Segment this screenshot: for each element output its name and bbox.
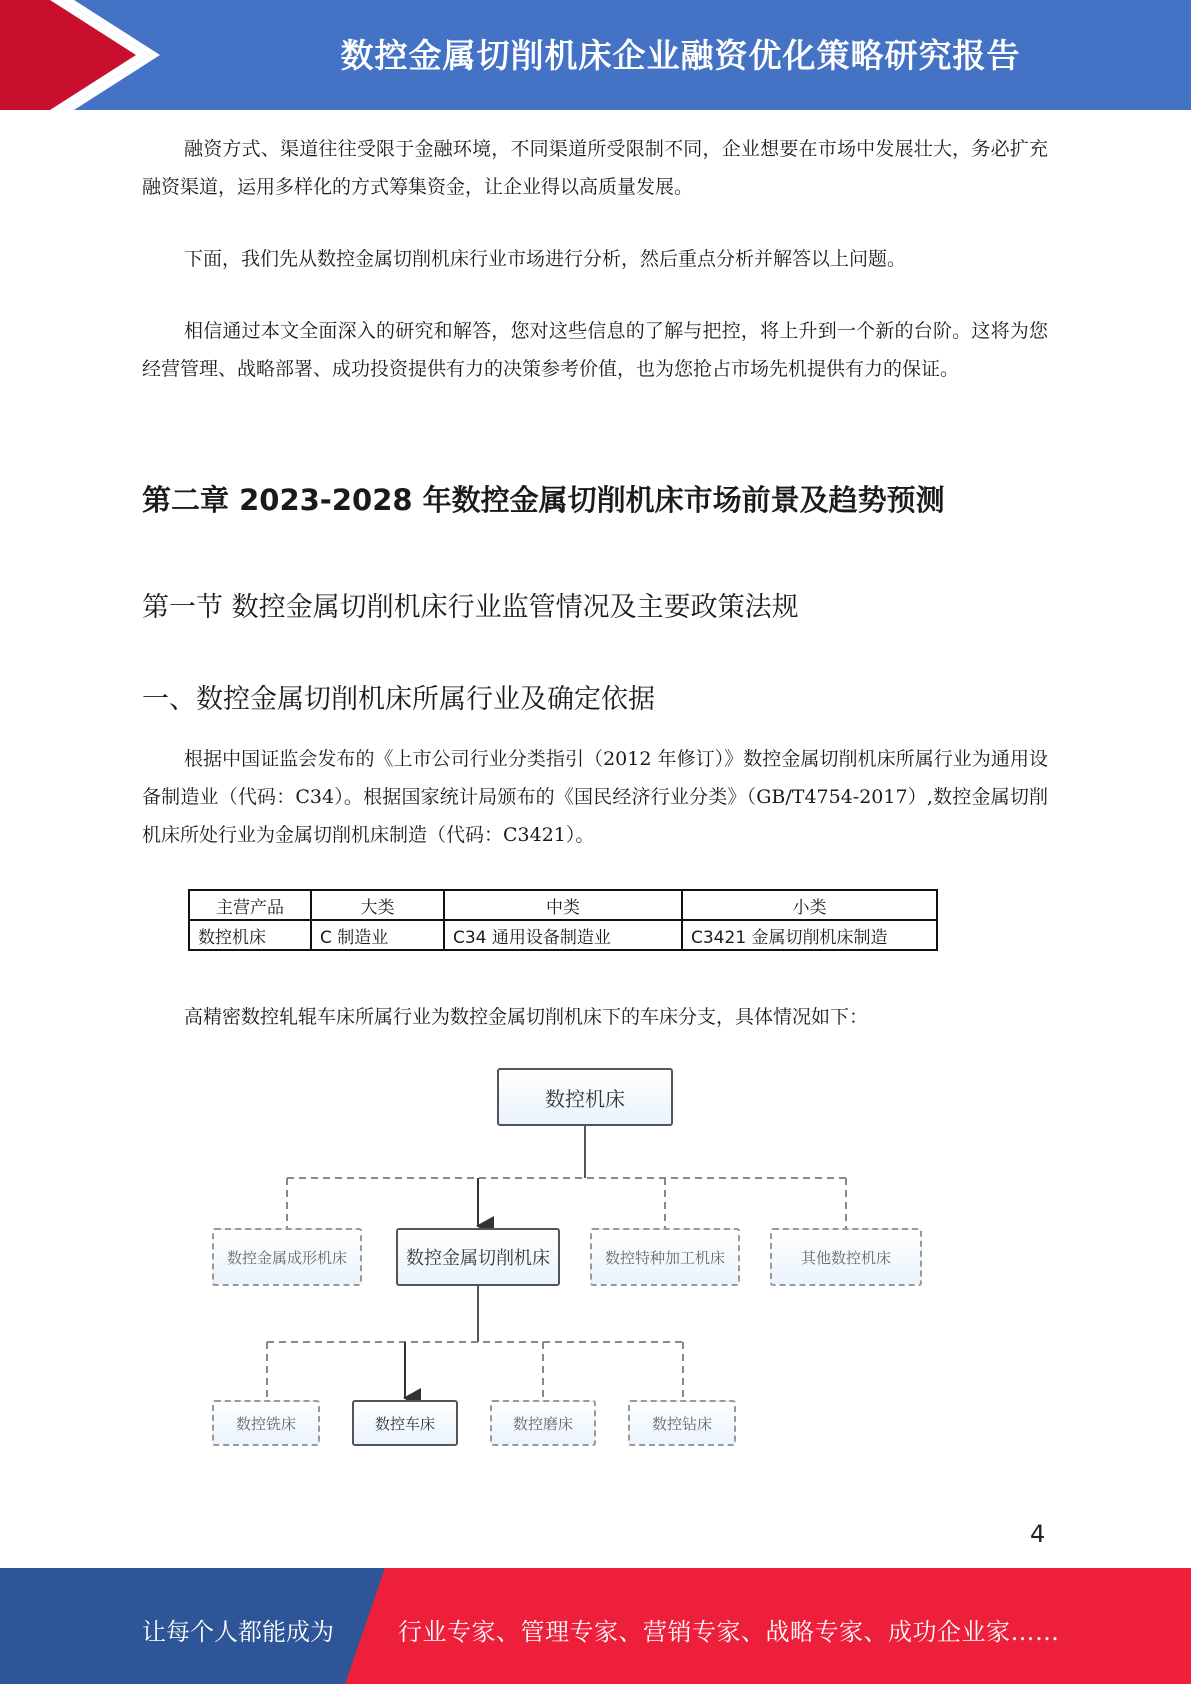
table-row [189, 920, 937, 950]
basis-text [142, 740, 1048, 854]
subsection-heading: 一、数控金属切削机床所属行业及确定依据 [142, 684, 655, 715]
footer-slogan-right: 行业专家、管理专家、营销专家、战略专家、成功企业家…… [398, 1618, 1060, 1646]
paragraph-conclusion: 相信通过本文全面深入的研究和解答，您对这些信息的了解与把控，将上升到一个新的台阶。这将为您经营管理、战略部署、成功投资提供有力的决策参考价值，也为您抢占市场先机提供有力的保证。 [142, 320, 1048, 380]
footer-slogan-left: 让每个人都能成为 [142, 1618, 334, 1646]
table-header-cell: 主营产品 [189, 890, 311, 920]
paragraph-industry-basis: 根据中国证监会发布的《上市公司行业分类指引（2012 年修订）》数控金属切削机床所属行业为通用设备制造业（代码：C34）。根据国家统计局颁布的《国民经济行业分类》（GB/T4754-2017）,数控金属切削机床所处行业为金属切削机床制造（代码：C3421）。 [142, 748, 1048, 846]
paragraph-lathe-branch: 高精密数控轧辊车床所属行业为数控金属切削机床下的车床分支，具体情况如下： [184, 1006, 869, 1028]
page-footer [0, 1568, 1191, 1684]
node-forming-tool: 数控金属成形机床 [212, 1228, 362, 1286]
section-heading: 第一节 数控金属切削机床行业监管情况及主要政策法规 [142, 592, 799, 623]
table-header-cell: 大类 [311, 890, 444, 920]
classification-diagram [200, 1060, 940, 1460]
table-cell: 数控机床 [189, 920, 311, 950]
header-chevron-icon [0, 0, 160, 110]
chapter-heading: 第二章 2023-2028 年数控金属切削机床市场前景及趋势预测 [142, 483, 945, 517]
paragraph-financing: 融资方式、渠道往往受限于金融环境，不同渠道所受限制不同，企业想要在市场中发展壮大，务必扩充融资渠道，运用多样化的方式筹集资金，让企业得以高质量发展。 [142, 138, 1048, 198]
node-special-processing-tool: 数控特种加工机床 [590, 1228, 740, 1286]
classification-table [188, 889, 938, 951]
node-milling-machine: 数控铣床 [212, 1400, 320, 1446]
table-cell: C3421 金属切削机床制造 [682, 920, 937, 950]
node-other-cnc-tool: 其他数控机床 [770, 1228, 922, 1286]
table-header-cell: 小类 [682, 890, 937, 920]
table-cell: C 制造业 [311, 920, 444, 950]
page-number: 4 [1030, 1520, 1046, 1548]
report-title: 数控金属切削机床企业融资优化策略研究报告 [340, 36, 1021, 75]
node-grinding-machine: 数控磨床 [490, 1400, 596, 1446]
page-header [0, 0, 1191, 110]
branch-text [142, 998, 1048, 1036]
node-lathe: 数控车床 [352, 1400, 458, 1446]
node-cutting-tool: 数控金属切削机床 [396, 1228, 560, 1286]
table-cell: C34 通用设备制造业 [444, 920, 682, 950]
node-drilling-machine: 数控钻床 [628, 1400, 736, 1446]
table-header-row [189, 890, 937, 920]
table-header-cell: 中类 [444, 890, 682, 920]
intro-text [142, 130, 1048, 388]
paragraph-analysis: 下面，我们先从数控金属切削机床行业市场进行分析，然后重点分析并解答以上问题。 [184, 248, 907, 270]
node-cnc-machine-tool: 数控机床 [497, 1068, 673, 1126]
